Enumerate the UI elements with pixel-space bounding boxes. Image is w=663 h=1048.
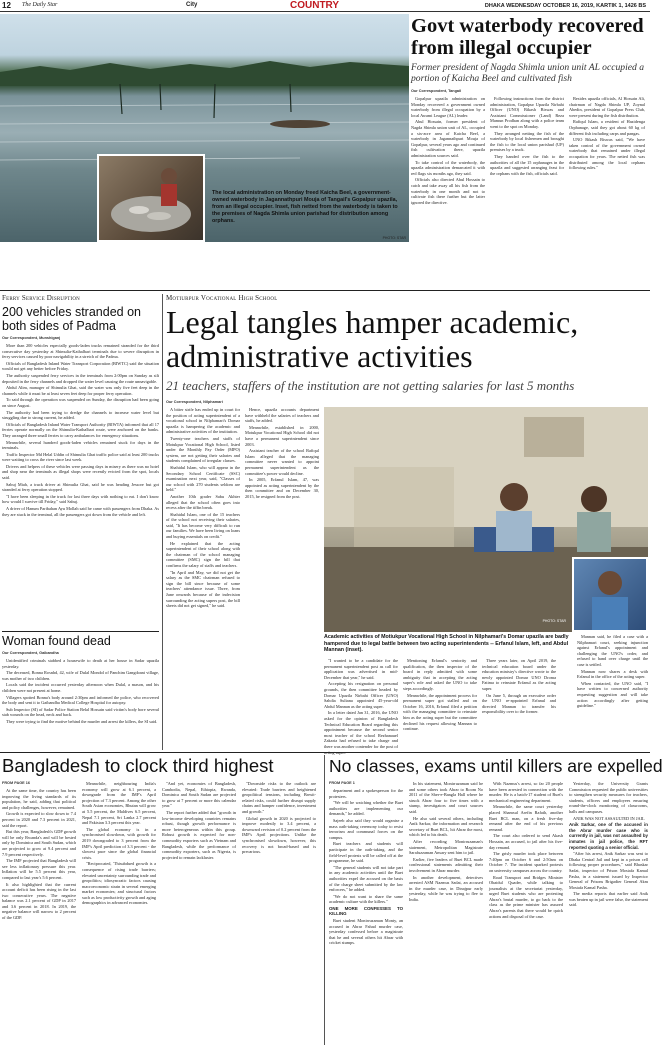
story2-headline: 200 vehicles stranded on both sides of Padma xyxy=(2,305,141,333)
paragraph: The report further added that "growth in low-income developing countries remains robust, though growth performance is more heterogeneous within this group. Robust growth is expected for non-commodity exporters such as Vietnam and Bangladesh, while the performance of commodity exporters, such as Nigeria, is projected to remain lackluster. xyxy=(162,809,236,860)
paragraph: Villagers spotted Bonna's body around 2:30pm and informed the police, who recovered the body and sent it to Gaibandha Medical College Hospital for autopsy. xyxy=(2,694,159,706)
masthead xyxy=(0,0,650,12)
paragraph: The IMF projected that Bangladesh will see less inflationary pressure this year. Inflation will be 5.5 percent this year, compared to last year's 5.6 percent. xyxy=(2,858,76,880)
divider xyxy=(0,752,650,753)
paragraph: In his statement, Monirruzaman said he and some others took Abrar to Room No 2011 of the Sher-e-Bangla Hall where he struck Abrar four to five times with a stump, investigators and court sources said. xyxy=(409,781,483,814)
paragraph: Sabuj Miah, a truck driver at Shimulia Ghat, said he was heading Jessore but got stranded at ferry operation stopped. xyxy=(2,481,159,493)
story4-headline: Legal tangles hamper academic, administrative activities xyxy=(166,304,579,374)
paragraph: Buet student Monirruzaman Monty, an accused in Abrar Fahad murder case, yesterday confessed before a magistrate that he and several others hit Abrar with cricket stumps. xyxy=(329,918,403,946)
subhead: Anik Sarkar, one of the accused in the Abrar murder case who is currently in jail, was not assaulted by inmates in jail police, the RFT reported quoting a senior official. xyxy=(569,822,648,850)
story5-headline: Bangladesh to clock third highest xyxy=(2,755,274,776)
paragraph: Unidentified criminals stabbed a housewife to death at her house in Sadar upazila yesterday. xyxy=(2,658,159,669)
story4-body-col6 xyxy=(577,634,648,748)
story6-body-col4 xyxy=(569,781,648,1046)
story5-body-col1 xyxy=(2,788,76,1046)
paragraph: Besides upazila officials, Al Hossain Ali, chairman of Nagda Shimla UP, Zoynal Abedin, president of Gopalpur Press Club, were present during the fish distribution. xyxy=(569,96,645,118)
paragraph: Three years later, on April 2019, the technical education board under the education ministry's directive wrote to the newly appointed Domar UNO Droma Fatima to reinstate Erfanul as the acting super. xyxy=(482,658,556,691)
waterbody-photo xyxy=(0,14,409,242)
page-number: 12 xyxy=(2,1,11,10)
paragraph: Drivers and helpers of these vehicles were passing days in misery as there was no hotel and shop near the terminals as illegal shops were recently evicted from the spot, locals said. xyxy=(2,463,159,481)
paragraph: The authority had been trying to dredge the channels to increase water level but struggling due to strong current, he added. xyxy=(2,409,159,421)
story3-body xyxy=(2,658,159,746)
paragraph: In a letter dated Jan 31, 2016, the UNO asked for the opinion of Bangladesh Technical Education Board regarding this appointment because the second senior most teacher of the school Rezhanauel Zakaria had refused to take charge and there was another contender for the post of xyxy=(324,710,398,749)
paragraph: Meanwhile, the appointment process for permanent super got stalled and on October 16, 2016, Erfanul filed a petition with the managing committee to reinstate him as the acting super but the committee declined his request allowing Mannan to continue. xyxy=(403,692,477,732)
paragraph: The media reports that earlier said Anik was beaten up in jail were false, the statement said. xyxy=(569,891,648,908)
paragraph: Growth is expected to slow down to 7.4 percent in 2020 and 7.3 percent in 2021, said the report. xyxy=(2,811,76,828)
story1-body-col1 xyxy=(411,96,485,282)
paragraph: Buet teachers and students will participate in the oath-taking, and the field-level protests will be called off at the programme, he said. xyxy=(329,841,403,864)
story1-byline: Our Correspondent, Tangail xyxy=(411,89,462,93)
paragraph: "I wanted to be a candidate for the permanent superintendent post as call for application was advertised in mid-December that year," he said. xyxy=(324,658,398,680)
story6-from-page: FROM PAGE 1 xyxy=(329,781,355,785)
fish-inset-photo xyxy=(97,154,205,242)
paragraph: Abul Hossain, former president of Nagda Shimla union unit of AL, occupied a six-acre area of Kaicha Beel, a waterbody in Jagannathpuri Mouja of Gopalpur, several years ago and continued fish cultivation there, upazila administration sources said. xyxy=(411,119,485,158)
story1-deck: Former president of Nagda Shimla union unit AL occupied a portion of Kaicha Beel and cultivated fish xyxy=(411,62,644,84)
paragraph: With Nazmus's arrest, so far 20 people have been arrested in connection with the murder. He is a batch-17 student of Buet's mechanical engineering department. xyxy=(489,781,563,803)
paragraph: Meanwhile, several hundred goods-laden vehicles remained stuck for days in the terminals. xyxy=(2,439,159,451)
paragraph: Yesterday, the University Grants Commission requested the public universities to strengthen security measures for teachers, students, officers and employees ensuring round-the-clock monitoring of classrooms, halls and campuses. xyxy=(569,781,648,814)
paragraph: "After his arrest, Anik Sarkar was sent to Dhaka Central Jail and kept in a prison cell following proper procedures," said Bhaskar Sadat, inspector of Prison Mostafa Kamal Pasha, in a statement issued by Inspector General of Prisons Brigadier General Akm Mostafa Kamal Pasha. xyxy=(569,851,648,890)
paragraph: More than 200 vehicles especially goods-laden trucks remained stranded for the third consecutive day yesterday at Shimulia-Kathalbari terminals due to severe disruption in ferry services caused by poor navigability in a stretch of the Padma. xyxy=(2,343,159,360)
paragraph: Shahidul Islam, one of the 15 teachers of the school not receiving their salaries, said, "It has become very difficult to run our families. We have been living on loans and buying essentials on credit." xyxy=(166,511,240,540)
paragraph: Following instructions from the district administration, Gopalpur Upazila Nirbahi Officer (UNO) Bikash Biswas and Assistant Commissioner (Land) Reza Mamun Prodhan along with a police team went to the spot on Monday. xyxy=(490,96,564,129)
story4-photo-caption: Academic activities of Motiukpur Vocational High School in Nilphamari's Domar upazila are badly hampered due to legal battle between two acting superintendents -- Erfanul Islam, left, and Abdul Mannan (inset). xyxy=(324,634,569,654)
paragraph: A bitter strife has ended up in court for the position of acting superintendent of a vocational school in Nilphamari's Domar upazila is hampering the academic and administrative activities of the institution. xyxy=(166,407,240,435)
story4-byline: Our Correspondent, Nilphamari xyxy=(166,400,223,404)
story5-body-col4 xyxy=(242,781,316,1046)
paragraph: Hence, upazila accounts department have withheld the salaries of teachers and staffs, he added. xyxy=(245,407,319,424)
section-left: City xyxy=(186,2,198,8)
paragraph: But this year, Bangladesh's GDP growth will be only Rwanda's and will be bested only by Dominica and South Sudan, which are projected to grow at 9.4 percent and 7.9 percent respectively. xyxy=(2,829,76,857)
paragraph: Twenty-one teachers and staffs of Motukpur Vocational High School, listed under the Monthly Pay Order (MPO) system, are not getting their salaries and students complained of irregular classes. xyxy=(166,435,240,464)
paragraph: They arranged netting the fish of the waterbody by local fishermen and brought the fish to the local union parishad (UP) premises by a truck. xyxy=(490,130,564,153)
story5-body-col2 xyxy=(82,781,156,1046)
fish-basket-illustration xyxy=(99,156,203,240)
paragraph: Gopalpur upazila administration on Monday recovered a government owned waterbody from illegal occupation by a local Awami League (AL) leader. xyxy=(411,96,485,118)
paragraph: At the same time, the country has been improving the living standards of its population, he said, adding that political and policy challenges, however, remained. xyxy=(2,788,76,810)
paragraph: Meanwhile, the same court yesterday placed Shamsul Arefin Rafath, another Buet BCL man, on a fresh five-day remand after the end of his previous remand. xyxy=(489,804,563,832)
story5-from-page: FROM PAGE 16 xyxy=(2,781,30,785)
story6-body-col2 xyxy=(409,781,483,1046)
divider xyxy=(2,631,159,632)
story4-kicker: Motiurpur Vocational High School xyxy=(166,294,278,302)
paragraph: "In April and May, we did not get the salary as the SMC chairman refused to sign the bill since because of some teachers' attendance issue. Three, from June onwards because of the indecision surrounding the acting supers post, the bill sheets did not get signed," he said. xyxy=(166,569,240,609)
story1-body-col2 xyxy=(490,96,564,282)
paragraph: Mentioning Erfanul's seniority and qualification, the then inspector of the board in reply admitted with some ambiguity that in accepting the acting super's role and asked the UNO to take steps accordingly. xyxy=(403,658,477,691)
paragraph: They handed over the fish to the authorities of all the 15 orphanages in the upazila and suggested arranging feast for the orphans with the fish, officials said. xyxy=(490,153,564,176)
paragraph: "I have been sleeping in the truck for last three days with nothing to eat. I don't know how would I survive till Friday," said Sabuj. xyxy=(2,493,159,505)
story6-body-col1 xyxy=(329,788,403,1046)
story4-body-col5 xyxy=(482,658,556,748)
paragraph: Assistant teacher of the school Rafiqul Islam alleged that the managing committee never wanted to appoint permanent superintendent as the committee's power would decline. xyxy=(245,448,319,476)
paragraph: The grisly murder took place between 7:40pm on October 6 and 2:50am on October 7. The incident sparked protests on university campuses across the country. xyxy=(489,851,563,873)
date-line: DHAKA WEDNESDAY OCTOBER 16, 2019, KARTIK 1, 1426 BS xyxy=(484,3,646,9)
section-name: COUNTRY xyxy=(290,0,340,11)
paragraph: He also said several others, including Anik Sarkar, the information and research secretary of Buet BCL, hit Abrar the most, which led to his death. xyxy=(409,815,483,838)
story4-body-col1 xyxy=(166,407,240,747)
subhead: ONE MORE CONFESSES TO KILLING xyxy=(329,905,403,917)
story1-photo-caption: The local administration on Monday freed Kaicha Beel, a government-owned waterbody in Jagannathpuri Mouja of Tangail's Gopalpur upazila, from an illegal occupier. Inset, fish netted from the waterbody is taken to the premises of Nagda Shimla union parishad for distribution among orphans. xyxy=(212,190,398,224)
paragraph: Abdul Alim, manager of Shimulia Ghat, said the water was only five feet deep in the channels while it must be at least seven feet deep for proper ferry operation. xyxy=(2,385,159,396)
story4-body-col4 xyxy=(403,658,477,748)
paragraph: Mannan now shares a desk with Erfanul in the office of the acting super. xyxy=(577,668,648,680)
story6-headline: No classes, exams until killers are expelled xyxy=(329,756,663,776)
portrait-illustration xyxy=(574,559,646,630)
story3-headline: Woman found dead xyxy=(2,634,111,648)
paragraph: department and a spokesperson for the protesters. xyxy=(329,788,403,799)
paragraph: "Reciprocated, 'Thisubdued growth is a consequence of rising trade barriers; elevated uncertainty surrounding trade and geopolitics; idiosyncratic factors causing macroeconomic strain in several emerging market economies; and structural factors such as low productivity growth and aging demographics in advanced economies. xyxy=(82,861,156,906)
paragraph: Mannan said, he filed a case with a Nilphamari court, seeking injunction against Erfanul's appointment and challenging the UNO's order, and refused to hand over charge until the case is settled. xyxy=(577,634,648,667)
paragraph: Earlier, five leaders of Buet BCL made confessional statements admitting their involvement in Abrar murder. xyxy=(409,856,483,873)
paragraph: "We will be watching whether the Buet authorities are implementing our demands," he added. xyxy=(329,800,403,817)
paragraph: The authority suspended ferry services in the terminals from 2:00pm on Sunday as silt deposited in the ferry channels and dropped the water level causing the route unnavigable. xyxy=(2,372,159,384)
paragraph: After recording Monirruzaman's statement, Metropolitan Magistrate Sarafuzzaman Ansary sent him to jail. xyxy=(409,838,483,856)
paragraph: The global economy is in a synchronised slowdown, with growth for 2019 downgraded to 3 percent from the IMF's April prediction of 3.3 percent - the slowest pace since the global financial crisis. xyxy=(82,826,156,860)
paragraph: Accepting his resignation on personal grounds, the then committee headed by Domar Upazila Nirbahi Officer (UNO) Sahdia Sultana appointed 45-year-old Abdul Mannan as the acting super. xyxy=(324,681,398,709)
paragraph: Officials of Bangladesh Inland Water Transport Authority (BIWTA) informed that all 17 ferries operate normally on the Shimulia-Kathalbari route, were anchored on the banks. They arranged three small ferries to carry ambulances for emergency situations. xyxy=(2,421,159,438)
paragraph: The deceased, Bonna Rosnhd, 42, wife of Dulal Mondol of Panchim Gangdoani village, was mother of two children. xyxy=(2,670,159,681)
paragraph: Road Transport and Bridges Minister Obaidul Quader, while talking to journalists at the secretariat yesterday, urged Buet students who are protesting Abrar's brutal murder, to go back to the class as the prime minister has assured Abrar's parents that there would be quick actions and disposal of the case. xyxy=(489,874,563,919)
story2-byline: Our Correspondent, Munshiganj xyxy=(2,336,61,340)
column-divider xyxy=(162,294,163,750)
paragraph: Sub Inspector (SI) of Sadar Police Station Belal Hossain said victim's body bore several stab wounds on the head, neck and back. xyxy=(2,706,159,718)
paragraph: They were trying to find the motive behind the murder and arrest the killers, the SI said. xyxy=(6,718,158,724)
paragraph: ANIK WAS NOT ASSAULTED IN JAIL xyxy=(573,815,645,821)
paragraph: Officials also directed Abul Hossain to catch and take away all his fish from the waterbody in one month and not to cultivate fish there further but the latter ignored the directive. xyxy=(411,177,485,205)
paragraph: In another development, detectives arrested ASM Nazmus Sadat, an accused in the murder case, in Dinajpur early yesterday, while he was trying to flee to India. xyxy=(409,874,483,902)
paragraph: "We do not want to share the same academic culture with the killers." xyxy=(329,893,403,905)
paragraph: Locals said the incident occurred yesterday afternoon when Dulal, a mason, and his children were not present at home. xyxy=(2,682,159,693)
mannan-inset-photo xyxy=(572,557,648,632)
story4-body-col2 xyxy=(245,407,319,747)
story4-body-col3 xyxy=(324,658,398,748)
paragraph: Officials of Bangladesh Inland Water Transport Corporation (BIWTC) said the situation would not get any better before Friday. xyxy=(2,360,159,372)
paragraph: UNO Bikash Biswas said, "We have taken control of the government owned waterbody that remained under illegal occupation for years. The netted fish was distributed among the local orphans following rules." xyxy=(569,137,645,171)
story2-kicker: Ferry Service Disruption xyxy=(2,294,80,302)
story4-deck: 21 teachers, staffers of the institution are not getting salaries for last 5 months xyxy=(166,378,575,393)
paper-name: The Daily Star xyxy=(22,2,58,8)
paragraph: Traffic Inspector Md Helal Uddin of Shimulia Ghat traffic police said at least 200 trucks were waiting to cross the river since last week. xyxy=(2,451,159,463)
paragraph: It also highlighted that the current account deficit has been rising in the last two consecutive years. The negative balance was 2.1 percent of GDP in 2017 and 3.6 percent in 2018. In 2019, the negative balance will narrow to 2 percent of the GDP. xyxy=(2,881,76,921)
story3-byline: Our Correspondent, Gaibandha xyxy=(2,651,59,655)
paragraph: On June 5, through an executive order the UNO re-appointed Erfanul and directed Mannan to transfer his responsibility over to the former. xyxy=(482,692,556,715)
paragraph: "And yet, economies of Bangladesh, Cambodia, Nepal, Ethiopia, Rwanda, Dominica and South Sudan are projected to grow at 7 percent or more this calendar year." xyxy=(162,781,236,809)
paragraph: The court also ordered to send Akash Hossain, an accused, to jail after his five-day remand. xyxy=(489,833,563,850)
paragraph: Sajeeb also said they would organise a mass oath-taking ceremony today to resist terrorism and communal forces on the campus. xyxy=(329,817,403,840)
story6-body-col3 xyxy=(489,781,563,1046)
story1-body-col3 xyxy=(569,96,645,282)
paragraph: A driver of Hanum Paribahan Ayu Mollah said he came with passengers from Dhaka. As they are stuck in the terminal, all the passengers got down from the vehicle and left. xyxy=(2,506,159,517)
paragraph: He explained that the acting superintendent of their school along with the chairman of the school managing committee (SMC) sign the bill that confirms the salary of staffs and teachers. xyxy=(166,540,240,569)
paragraph: Another 10th grader Sabu Akhter alleged that the school often goes into recess after the tiffin break. xyxy=(166,493,240,511)
school-photo xyxy=(324,407,648,632)
story5-body-col3 xyxy=(162,781,236,1046)
story1-headline: Govt waterbody recovered from illegal occupier xyxy=(411,15,644,59)
paragraph: To take control of the waterbody, the upazila administration demarcated it with red flags six months ago, they said. xyxy=(411,159,485,176)
column-divider xyxy=(324,755,325,1045)
story2-body xyxy=(2,343,159,627)
paragraph: "Downside risks to the outlook are elevated: Trade barriers and heightened geopolitical tensions, including Brexit-related risks, could further disrupt supply chains and hamper confidence, investment and growth." xyxy=(242,781,316,814)
paragraph: Meanwhile, established in 2000, Motukpur Vocational High School did not have a permanent superintendent since 2003. xyxy=(245,424,319,447)
paragraph: In 2005, Erfanul Islam, 47, was appointed as acting superintendent by the then committee and on December 30, 2015, he resigned from the post. xyxy=(245,477,319,499)
paragraph: Global growth in 2020 is projected to improve modestly to 3.4 percent, a downward revision of 0.2 percent from the IMF's April projections. Unlike the synchronised slowdown, however, this recovery is not broad-based and is precarious. xyxy=(242,815,316,855)
paragraph: "The general students will not take part in any academic activities until the Buet authorities expel the accused on the basis of the charge sheet submitted by the law enforcers," he added. xyxy=(329,864,403,893)
paragraph: Rafiqul Islam, a resident of Hazidenga Orphanage, said they got about 60 kg of different fish including carps and pangas. xyxy=(569,119,645,136)
paragraph: Shahidul Islam, who will appear in the Secondary School Certificate (SSC) examination next year, said, "Classes of our school with 270 students seldom are held." xyxy=(166,464,240,493)
paragraph: When contacted, the UNO said, "I have written to concerned authority requesting suggestion and will take action accordingly after getting guideline." xyxy=(577,680,648,709)
story1-photo-credit: PHOTO: STAR xyxy=(382,236,406,240)
story4-photo-credit: PHOTO: STAR xyxy=(542,619,566,623)
divider xyxy=(0,290,650,291)
paragraph: Meanwhile, neighbouring India's economy will grow at 6.1 percent, a downgrade from the IMF's April projection of 7.3 percent. Among the other South Asian economies, Bhutan will grow at 5.5 percent, the Maldives 6.5 percent, Nepal 7.1 percent, Sri Lanka 2.7 percent and Pakistan 3.3 percent this year. xyxy=(82,781,156,826)
paragraph: To said through the operation was suspended on Sunday, the disruption had been going on since August. xyxy=(2,397,159,408)
